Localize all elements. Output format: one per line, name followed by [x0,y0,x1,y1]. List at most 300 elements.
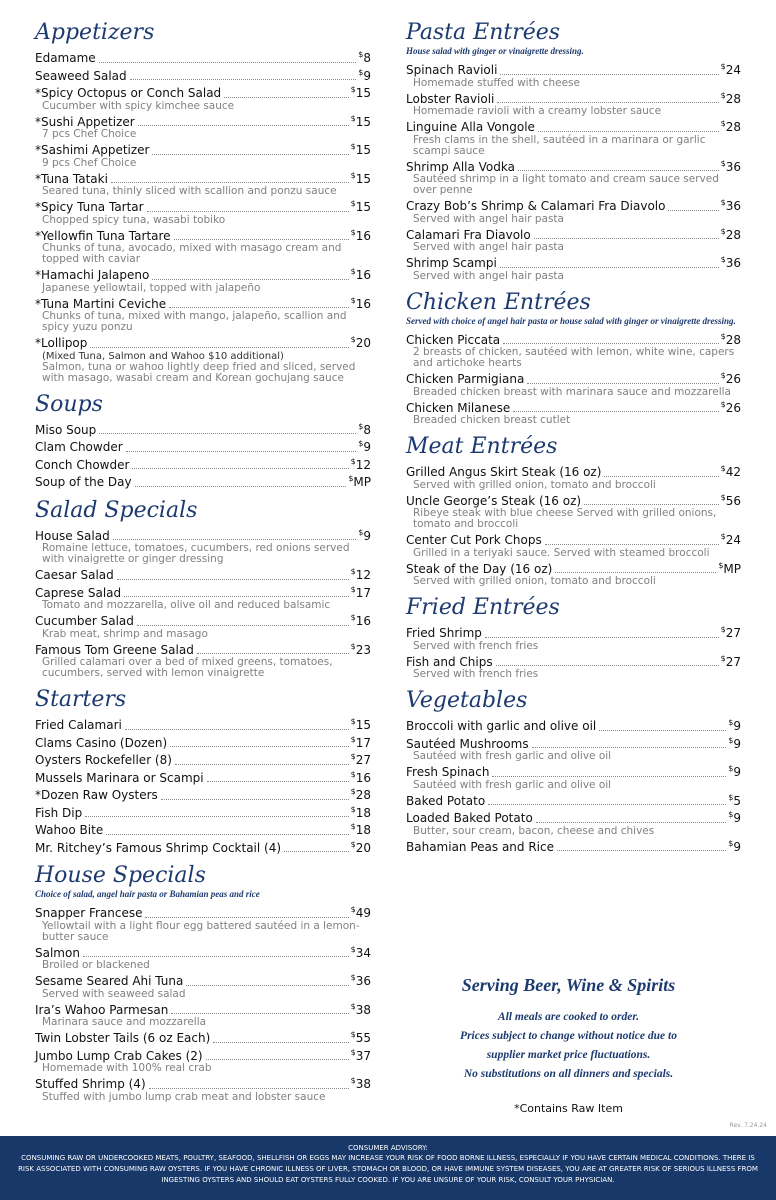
menu-item-price [351,333,371,351]
menu-item-price [348,472,371,490]
menu-item-name: Grilled Angus Skirt Steak (16 oz) [406,465,602,479]
price-value: 5 [733,793,741,808]
dot-leader [106,834,348,835]
menu-item-description: Breaded chicken breast with marinara sauce and mozzarella [413,385,731,398]
menu-item-description: Tomato and mozzarella, olive oil and reduced balsamic [42,599,331,611]
menu-item-name: Jumbo Lump Crab Cakes (2) [35,1048,203,1063]
currency-symbol: $ [358,67,364,77]
menu-item-price [351,715,371,733]
menu-item-name: Fish and Chips [406,654,493,669]
dot-leader [111,182,349,183]
menu-item-line [35,226,371,244]
menu-item-price [728,716,741,734]
currency-symbol: $ [350,717,356,726]
menu-item [35,943,371,972]
menu-item-description: Chopped spicy tuna, wasabi tobiko [42,213,226,226]
menu-item-description: Chunks of tuna, avocado, mixed with masago cream and topped with caviar [42,242,342,265]
menu-item-price [351,1028,371,1046]
menu-item-name: Shrimp Scampi [406,256,497,270]
menu-item-line [35,333,371,351]
currency-symbol: $ [350,769,356,779]
menu-item-name: Broccoli with garlic and olive oil [406,719,597,733]
currency-symbol: $ [350,1001,356,1011]
menu-item-price [351,83,371,101]
currency-symbol: $ [350,641,356,651]
section-title: Soups [35,391,103,417]
menu-item-name: Chicken Piccata [406,332,501,347]
price-value: 28 [725,332,741,347]
currency-symbol: $ [350,335,356,344]
menu-item [35,226,371,266]
dot-leader [224,97,348,98]
price-value: 49 [355,906,371,920]
menu-item-note: (Mixed Tuna, Salmon and Wahoo $10 additional) [42,350,284,362]
price-value: 15 [355,718,371,732]
menu-item-price [351,169,371,187]
menu-item [406,716,741,734]
menu-item-line [35,611,371,629]
dot-leader [496,665,719,666]
menu-item [406,89,741,118]
menu-item-line [35,971,371,989]
menu-item-line [406,530,741,548]
price-value: 9 [733,765,741,779]
menu-section [35,390,371,490]
price-value: 28 [725,227,741,242]
menu-item-line [35,437,371,455]
menu-item-price [351,838,371,856]
menu-item-price [721,253,741,271]
section-note: House salad with ginger or vinaigrette dressing. [406,46,584,56]
section-title: Appetizers [35,20,155,45]
currency-symbol: $ [358,421,364,431]
menu-item-line [35,903,371,921]
menu-item-price [721,491,741,509]
currency-symbol: $ [728,792,734,802]
policy-line: Prices subject to change without notice due to [460,1030,677,1042]
menu-item [406,734,741,763]
section-title: Fried Entrées [406,595,560,620]
menu-item-line [406,89,741,107]
currency-symbol: $ [350,973,356,982]
menu-item-line [35,526,371,544]
currency-symbol: $ [720,255,726,264]
section-title: Starters [35,687,127,712]
menu-item [35,750,371,768]
price-value: 26 [725,400,741,415]
price-value: 37 [355,1048,371,1063]
menu-item-line [406,623,741,641]
footer-block [406,972,731,1115]
menu-item-description: Served with angel hair pasta [413,269,564,282]
menu-item-description: Served with grilled onion, tomato and broccoli [413,575,656,587]
price-value: 12 [355,457,371,472]
dot-leader [135,486,347,487]
menu-item-description: Yellowtail with a light flour egg battered sautéed in a lemon-butter sauce [42,919,360,943]
menu-item-line [406,652,741,670]
menu-item-name: Seaweed Salad [35,68,127,83]
price-value: 24 [725,63,741,77]
dot-leader [485,637,719,638]
dot-leader [145,917,348,918]
menu-item-price [721,369,741,387]
menu-item-line [406,462,741,480]
menu-item-line [35,838,371,856]
currency-symbol: $ [350,227,356,237]
currency-symbol: $ [358,527,364,537]
menu-item-name: Bahamian Peas and Rice [406,839,554,854]
policy-line: All meals are cooked to order. [497,1011,640,1023]
currency-symbol: $ [720,158,726,168]
menu-section [406,288,741,427]
menu-item-price [721,89,741,107]
price-value: 17 [355,735,371,750]
dot-leader [169,307,349,308]
menu-item-line [35,66,371,84]
menu-item-line [35,803,371,821]
menu-item-line [406,60,741,78]
currency-symbol: $ [720,62,726,71]
currency-symbol: $ [720,371,726,380]
menu-item [406,762,741,791]
dot-leader [152,154,348,155]
menu-item-line [406,762,741,780]
menu-item-name: Lobster Ravioli [406,91,495,106]
price-value: 36 [725,256,741,270]
price-value: 15 [355,86,371,100]
menu-item-name: Caprese Salad [35,585,122,600]
menu-item-price [358,66,371,84]
menu-item-price [351,640,371,658]
price-value: 15 [355,143,371,157]
price-value: 9 [363,440,371,454]
menu-item-name: Mr. Ritchey’s Famous Shrimp Cocktail (4) [35,840,282,855]
dot-leader [557,850,726,851]
menu-item-description: Japanese yellowtail, topped with jalapeño [42,281,261,294]
dot-leader [99,433,356,434]
currency-symbol: $ [720,226,726,236]
menu-item-line [35,1046,371,1064]
dot-leader [584,504,719,505]
menu-item [35,903,371,943]
currency-symbol: $ [350,613,356,622]
currency-symbol: $ [350,142,356,151]
menu-item-line [35,169,371,187]
menu-item [35,420,371,438]
menu-item-description: Salmon, tuna or wahoo lightly deep fried and sliced, served with masago, wasabi cream and Korean gochujang sauce [42,360,356,384]
dot-leader [197,653,349,654]
currency-symbol: $ [350,752,356,761]
dot-leader [126,451,357,452]
menu-item-line [35,197,371,215]
menu-item-line [35,733,371,751]
dot-leader [213,1042,348,1043]
menu-item-line [406,837,741,855]
menu-item-line [406,157,741,175]
price-value: 9 [733,839,741,854]
dot-leader [125,729,349,730]
menu-item-description: Served with angel hair pasta [413,241,564,253]
price-value: 55 [355,1031,371,1045]
menu-item-price [728,808,741,826]
menu-item [35,1046,371,1075]
dot-leader [147,211,349,212]
menu-item-description: Grilled in a teriyaki sauce. Served with steamed broccoli [413,546,710,559]
menu-item [35,294,371,334]
menu-item [406,623,741,652]
price-value: 18 [355,805,371,820]
price-value: 16 [355,228,371,243]
currency-symbol: $ [350,1030,356,1039]
menu-item-line [406,559,741,577]
menu-item-line [35,472,371,490]
menu-item [35,66,371,84]
menu-item-price [728,791,741,809]
dot-leader [668,210,718,211]
currency-symbol: $ [728,810,734,819]
menu-item [35,768,371,786]
currency-symbol: $ [728,735,734,745]
menu-item-name: *Tuna Martini Ceviche [35,296,167,311]
menu-item-line [35,750,371,768]
menu-item-price [351,140,371,158]
menu-item-name: Cucumber Salad [35,614,134,628]
menu-item [406,491,741,531]
currency-symbol: $ [350,804,356,814]
dot-leader [513,411,718,412]
dot-leader [90,347,348,348]
menu-item-name: Shrimp Alla Vodka [406,159,515,174]
menu-item [35,1028,371,1046]
menu-item [35,820,371,838]
menu-item-price [351,943,371,961]
menu-item-line [35,265,371,283]
dot-leader [152,279,348,280]
menu-item-description: 9 pcs Chef Choice [42,156,137,169]
dot-leader [174,239,349,240]
price-value: 9 [363,68,371,83]
menu-item-name: *Spicy Tuna Tartar [35,200,144,214]
menu-item [406,791,741,809]
menu-item-line [35,565,371,583]
dot-leader [171,1013,348,1014]
menu-item-description: Served with grilled onion, tomato and broccoli [413,478,656,491]
menu-item-name: Oysters Rockefeller (8) [35,753,172,767]
menu-item-price [351,265,371,283]
menu-item-price [358,420,371,438]
price-value: 16 [355,268,371,282]
currency-symbol: $ [358,50,364,59]
currency-symbol: $ [718,560,724,570]
menu-item-line [406,117,741,135]
dot-leader [500,74,718,75]
menu-item-name: *Yellowfin Tuna Tartare [35,228,171,243]
section-title: Salad Specials [35,497,198,523]
menu-item-price [728,734,741,752]
menu-item-price [721,462,741,480]
menu-item [35,526,371,566]
price-value: 17 [355,585,371,600]
revision-label: Rev. 7.24.24 [729,1122,767,1129]
menu-item-name: *Tuna Tataki [35,171,108,186]
menu-item-price [721,117,741,135]
price-value: 15 [355,200,371,214]
dot-leader [132,468,348,469]
menu-item-price [351,294,371,312]
price-value: 38 [355,1002,371,1017]
menu-item [35,1000,371,1029]
menu-item-description: Homemade with 100% real crab [42,1062,212,1074]
advisory-text: CONSUMING RAW OR UNDERCOOKED MEATS, POULTRY, SEAFOOD, SHELLFISH OR EGGS MAY INCREASE YOUR RISK OF FOOD BORNE ILLNESS, ESPECIALLY IF YOU HAVE CERTAIN MEDICAL CONDITIONS. THERE IS RISK ASSOCIATED WITH CONSUMING RAW OYSTERS. IF YOU HAVE CHRONIC ILLNESS OF LIVER, STOMACH OR BLOOD, OR HAVE IMMUNE SYSTEM DISEASES, YOU ARE AT GREATER RISK OF SERIOUS ILLNESS FROM INGESTING OYSTERS AND SHOULD EAT OYSTERS FULLY COOKED. IF YOU ARE UNSURE OF YOUR RISK, CONSULT YOUR PHYSICIAN. [18,1154,758,1184]
menu-item-price [721,60,741,78]
menu-item [406,117,741,157]
menu-item-name: Caesar Salad [35,568,114,582]
menu-item-description: Stuffed with jumbo lump crab meat and lobster sauce [42,1090,326,1103]
currency-symbol: $ [350,85,356,94]
menu-item-name: Snapper Francese [35,906,143,920]
menu-item-name: Conch Chowder [35,457,130,472]
menu-item-line [35,294,371,312]
menu-item [35,611,371,640]
menu-item-description: Served with seaweed salad [42,987,186,1000]
menu-item-description: Grilled calamari over a bed of mixed greens, tomatoes, cucumbers, served with lemon vinaigrette [42,656,333,679]
menu-item-name: *Hamachi Jalapeno [35,268,150,282]
price-value: 28 [355,788,371,802]
menu-item-name: Famous Tom Greene Salad [35,642,194,657]
menu-item [35,265,371,294]
menu-item-name: *Sashimi Appetizer [35,143,150,157]
menu-item-name: Fresh Spinach [406,765,490,779]
policy-line: supplier market price fluctuations. [486,1049,651,1061]
dot-leader [532,747,727,748]
dot-leader [83,956,349,957]
price-value: 9 [733,736,741,751]
currency-symbol: $ [720,532,726,541]
menu-item-line [406,398,741,416]
menu-item-name: House Salad [35,528,110,543]
menu-item [406,225,741,254]
menu-item-price [351,1046,371,1064]
menu-item [406,837,741,855]
menu-item-line [406,196,741,214]
menu-item-name: Fish Dip [35,805,83,820]
dot-leader [99,62,357,63]
menu-item-line [35,583,371,601]
menu-item [406,369,741,398]
menu-item [406,398,741,427]
menu-item [35,733,371,751]
menu-item [406,652,741,681]
menu-item-description: Seared tuna, thinly sliced with scallion and ponzu sauce [42,185,337,197]
menu-item-name: Sautéed Mushrooms [406,736,529,751]
menu-item [406,157,741,197]
dot-leader [175,764,349,765]
dot-leader [137,625,349,626]
menu-item-description: Sautéed with fresh garlic and olive oil [413,778,612,791]
menu-item [406,559,741,588]
serving-heading: Serving Beer, Wine & Spirits [461,975,676,995]
currency-symbol: $ [350,1047,356,1057]
currency-symbol: $ [350,567,356,576]
menu-item [35,48,371,66]
section-title: House Specials [35,863,206,888]
advisory-title: CONSUMER ADVISORY: [348,1144,428,1152]
section-title: Meat Entrées [406,434,558,459]
policy-notes [406,1008,731,1084]
dot-leader [534,238,719,239]
menu-item-name: Linguine Alla Vongole [406,120,535,134]
price-value: 20 [355,840,371,855]
menu-item [406,330,741,370]
currency-symbol: $ [350,456,356,466]
menu-item-description: Served with angel hair pasta [413,212,564,225]
menu-item [35,333,371,384]
menu-item-line [35,715,371,733]
menu-item-name: Uncle George’s Steak (16 oz) [406,493,582,508]
menu-item-line [406,369,741,387]
menu-item [35,472,371,490]
menu-item-description: Served with french fries [413,639,539,652]
menu-item-name: Crazy Bob’s Shrimp & Calamari Fra Diavolo [406,199,666,213]
menu-item [35,83,371,112]
currency-symbol: $ [350,113,356,123]
menu-section [406,686,741,854]
dot-leader [117,579,349,580]
dot-leader [124,596,348,597]
menu-item-price [358,526,371,544]
section-note: Served with choice of angel hair pasta or house salad with ginger or vinaigrette dressing. [406,315,736,326]
raw-item-note: *Contains Raw Item [514,1102,623,1115]
menu-item-price [351,971,371,989]
menu-item-name: Miso Soup [35,422,97,437]
section-title: Pasta Entrées [406,20,561,45]
menu-item [35,197,371,226]
menu-item-line [35,640,371,658]
price-value: 16 [355,770,371,785]
dot-leader [207,781,349,782]
menu-item-name: *Dozen Raw Oysters [35,788,158,802]
right-column [406,18,741,854]
price-value: 27 [355,753,371,767]
dot-leader [538,131,719,132]
currency-symbol: $ [350,905,356,914]
price-value: 9 [363,528,371,543]
menu-item-line [406,808,741,826]
menu-item-line [35,1000,371,1018]
currency-symbol: $ [350,839,356,849]
currency-symbol: $ [728,718,734,727]
menu-item-line [406,225,741,243]
price-value: 18 [355,823,371,837]
menu-item-description: Homemade stuffed with cheese [413,76,580,89]
price-value: 16 [355,296,371,311]
menu-item-name: Baked Potato [406,793,486,808]
menu-item-description: Broiled or blackened [42,959,150,971]
dot-leader [527,383,718,384]
currency-symbol: $ [720,464,726,473]
dot-leader [186,985,348,986]
menu-item-price [358,437,371,455]
dot-leader [488,804,726,805]
menu-item-line [406,253,741,271]
menu-item [406,196,741,225]
menu-item-price [351,611,371,629]
menu-item-price [721,196,741,214]
menu-item [35,583,371,612]
menu-item-price [721,157,741,175]
dot-leader [138,125,349,126]
menu-item-name: Twin Lobster Tails (6 oz Each) [35,1031,211,1045]
